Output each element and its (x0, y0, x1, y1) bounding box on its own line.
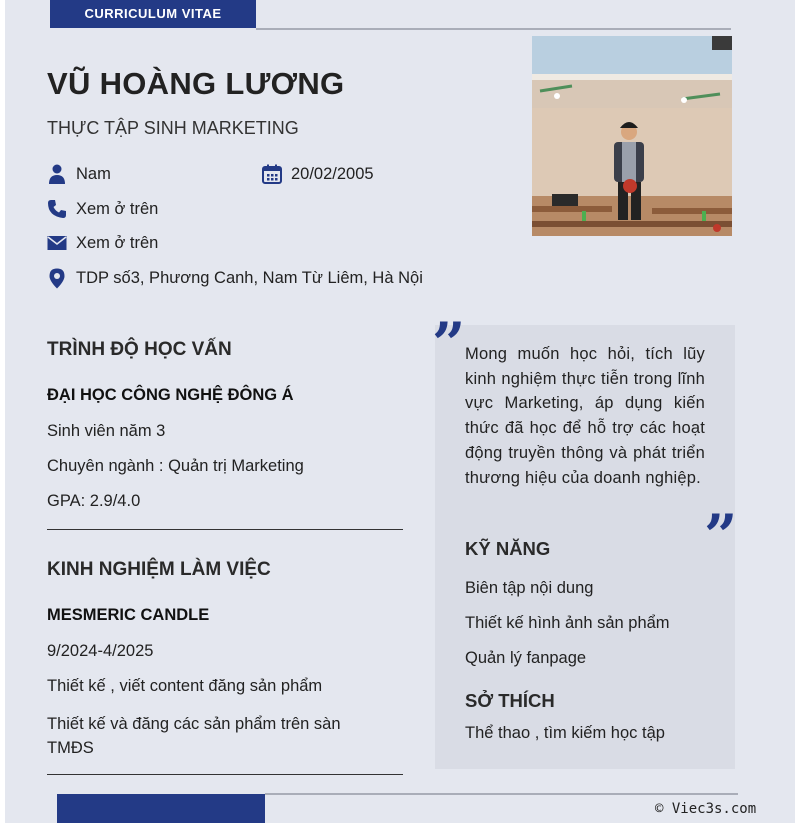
experience-title: KINH NGHIỆM LÀM VIỆC (47, 559, 271, 580)
mail-icon (47, 233, 67, 253)
experience-duty: Thiết kế , viết content đăng sản phẩm (47, 677, 323, 695)
objective-text: Mong muốn học hỏi, tích lũy kinh nghiệm thực tiễn trong lĩnh vực Marketing, áp dụng kiến thức đã học để hỗ trợ các hoạt động truyền thông và phát triển thương hiệu của doanh nghiệp. (465, 345, 705, 487)
address-value: TDP số3, Phương Canh, Nam Từ Liêm, Hà Nội (76, 268, 423, 287)
address-row (47, 268, 423, 288)
education-major: Chuyên ngành : Quản trị Marketing (47, 457, 304, 475)
education-school: ĐẠI HỌC CÔNG NGHỆ ĐÔNG Á (47, 386, 294, 404)
calendar-icon (262, 164, 282, 184)
skill-item: Quản lý fanpage (465, 649, 587, 667)
gender-value: Nam (76, 164, 111, 183)
birthdate-row (262, 164, 374, 184)
phone-value: Xem ở trên (76, 199, 159, 218)
quote-close-icon: ” (704, 502, 738, 570)
education-divider (47, 529, 403, 530)
person-icon (47, 164, 67, 184)
gender-row (47, 164, 111, 184)
phone-icon (47, 199, 67, 219)
skill-item: Thiết kế hình ảnh sản phẩm (465, 614, 670, 632)
birthdate-value: 20/02/2005 (291, 164, 374, 183)
hobbies-text: Thể thao , tìm kiếm học tập (465, 724, 665, 742)
skills-title: KỸ NĂNG (465, 538, 551, 559)
copyright-text: © Viec3s.com (655, 801, 757, 817)
skill-item: Biên tập nội dung (465, 579, 594, 597)
phone-row (47, 199, 158, 219)
location-pin-icon (47, 268, 67, 288)
education-year: Sinh viên năm 3 (47, 422, 166, 440)
education-gpa: GPA: 2.9/4.0 (47, 492, 141, 510)
top-divider (256, 28, 731, 30)
experience-duty: Thiết kế và đăng các sản phẩm trên sàn TMĐS (47, 715, 341, 757)
experience-company: MESMERIC CANDLE (47, 606, 210, 624)
hobbies-title: SỞ THÍCH (465, 690, 555, 711)
education-title: TRÌNH ĐỘ HỌC VẤN (47, 339, 232, 360)
footer-divider (265, 793, 738, 795)
footer-bar (57, 794, 265, 823)
quote-open-icon: ” (432, 310, 466, 378)
candidate-name: VŨ HOÀNG LƯƠNG (47, 66, 345, 101)
candidate-role: THỰC TẬP SINH MARKETING (47, 118, 299, 138)
profile-photo (532, 36, 732, 236)
email-value: Xem ở trên (76, 233, 159, 252)
experience-period: 9/2024-4/2025 (47, 642, 154, 660)
cv-badge: CURRICULUM VITAE (50, 0, 256, 28)
experience-divider (47, 774, 403, 775)
email-row (47, 233, 158, 253)
